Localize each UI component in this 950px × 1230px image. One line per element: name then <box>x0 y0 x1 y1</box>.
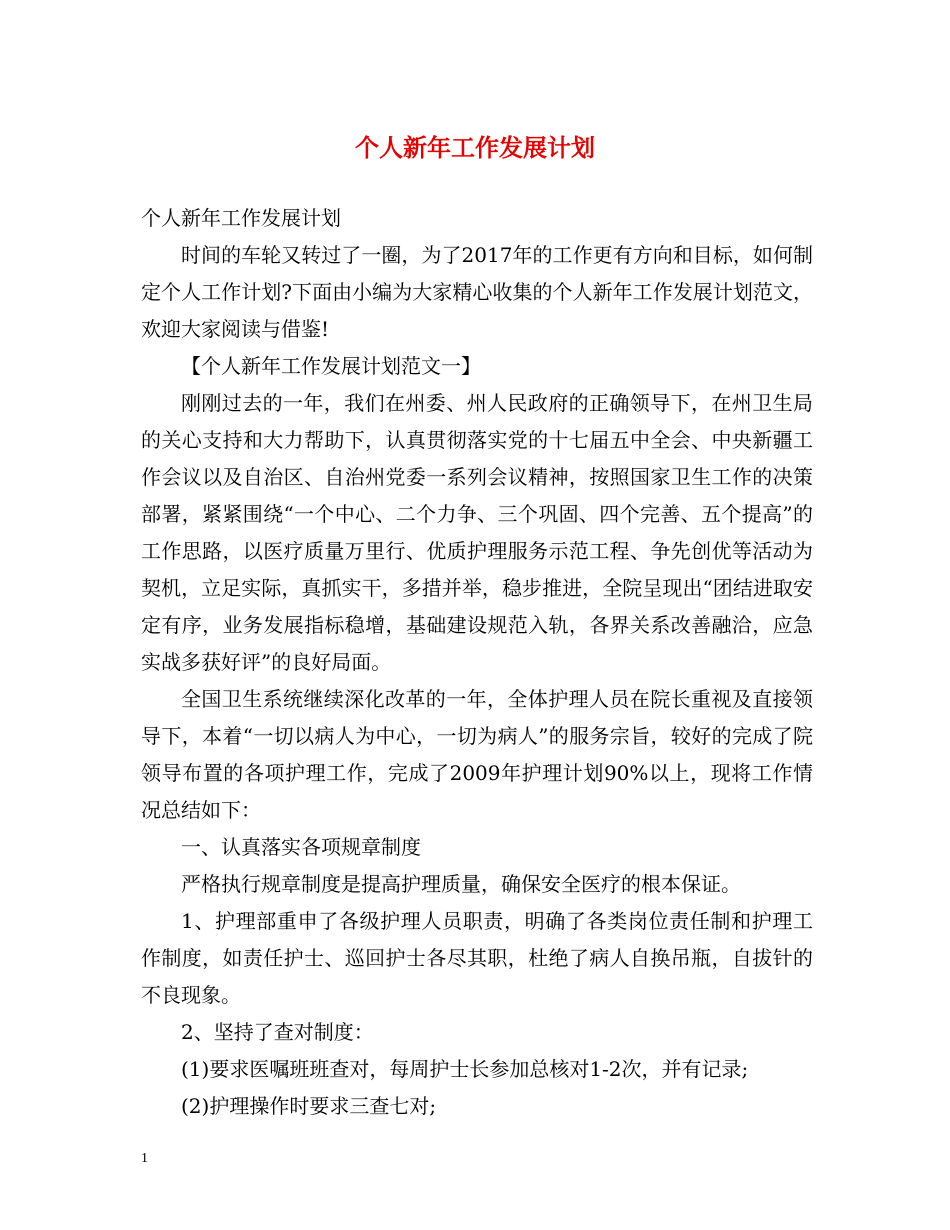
paragraph: 1、护理部重申了各级护理人员职责，明确了各类岗位责任制和护理工作制度，如责任护士、巡回护士各尽其职，杜绝了病人自换吊瓶，自拔针的不良现象。 <box>141 909 813 1007</box>
document-body <box>141 200 813 1125</box>
paragraph: 时间的车轮又转过了一圈，为了2017年的工作更有方向和目标，如何制定个人工作计划?下面由小编为大家精心收集的个人新年工作发展计划范文，欢迎大家阅读与借鉴! <box>141 243 813 341</box>
document-title: 个人新年工作发展计划 <box>355 133 595 162</box>
paragraph: 全国卫生系统继续深化改革的一年，全体护理人员在院长重视及直接领导下，本着“一切以病人为中心，一切为病人”的服务宗旨，较好的完成了院领导布置的各项护理工作，完成了2009年护理计划90%以上，现将工作情况总结如下： <box>141 687 813 822</box>
paragraph: 严格执行规章制度是提高护理质量，确保安全医疗的根本保证。 <box>181 872 741 896</box>
paragraph: 【个人新年工作发展计划范文一】 <box>181 354 481 378</box>
paragraph: (1)要求医嘱班班查对，每周护士长参加总核对1-2次，并有记录; <box>181 1057 749 1081</box>
paragraph: (2)护理操作时要求三查七对; <box>181 1094 437 1118</box>
paragraph: 一、认真落实各项规章制度 <box>181 835 421 859</box>
paragraph: 个人新年工作发展计划 <box>141 206 341 230</box>
page-number: 1 <box>141 1151 148 1166</box>
paragraph: 刚刚过去的一年，我们在州委、州人民政府的正确领导下，在州卫生局的关心支持和大力帮助下，认真贯彻落实党的十七届五中全会、中央新疆工作会议以及自治区、自治州党委一系列会议精神，按照国家卫生工作的决策部署，紧紧围绕“一个中心、二个力争、三个巩固、四个完善、五个提高”的工作思路，以医疗质量万里行、优质护理服务示范工程、争先创优等活动为契机，立足实际，真抓实干，多措并举，稳步推进，全院呈现出“团结进取安定有序，业务发展指标稳增，基础建设规范入轨，各界关系改善融洽，应急实战多获好评”的良好局面。 <box>141 391 813 674</box>
paragraph: 2、坚持了查对制度： <box>181 1020 374 1044</box>
